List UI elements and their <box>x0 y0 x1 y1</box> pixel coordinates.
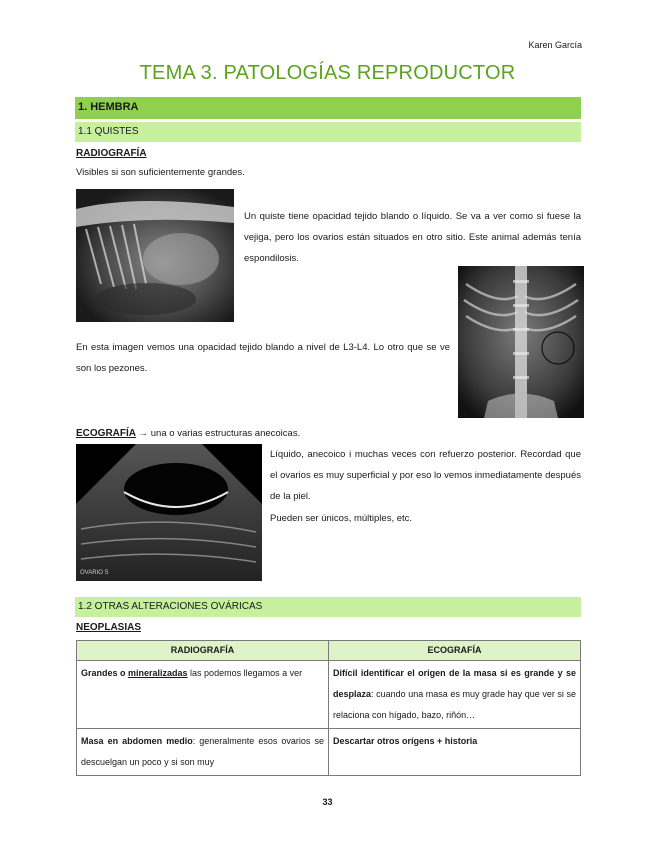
ecografia-line <box>76 423 300 444</box>
ecografia-paragraph: Líquido, anecoico i muchas veces con refuerzo posterior. Recordad que el ovarios es muy superficial y por eso lo vemos inmediatamente después de la piel. <box>270 449 581 502</box>
section-heading: 1. HEMBRA <box>78 101 139 113</box>
subsection-heading-band-2 <box>75 597 581 617</box>
table-cell: Masa en abdomen medio: generalmente esos ovarios se descuelgan un poco y si son muy <box>77 729 329 776</box>
ultrasound-image <box>76 444 262 581</box>
table-cell: Descartar otros orígens + historia <box>329 729 581 776</box>
radiografia-paragraph-1: Un quiste tiene opacidad tejido blando o líquido. Se va a ver como si fuese la vejiga, pero los ovarios están situados en otro sitio. Este animal además tenía espondilosis. <box>244 211 581 264</box>
subsection-heading-band <box>75 122 581 142</box>
neoplasias-table <box>76 640 581 776</box>
ecografia-paragraph-2: Pueden ser únicos, múltiples, etc. <box>270 513 413 524</box>
subsection-heading: 1.1 QUISTES <box>78 126 139 137</box>
radiografia-paragraph-2: En esta imagen vemos una opacidad tejido blando a nivel de L3-L4. Lo otro que se ve son los pezones. <box>76 342 450 374</box>
table-header-radiografia: RADIOGRAFÍA <box>77 641 329 661</box>
table-cell: Difícil identificar el origen de la masa si es grande y se desplaza: cuando una masa es muy grade hay que ver si se relaciona con hígado, bazo, riñón… <box>329 661 581 729</box>
lateral-radiograph-image <box>76 189 234 322</box>
author-name: Karen García <box>528 40 582 50</box>
page-number: 33 <box>322 797 333 807</box>
radiografia-intro: Visibles si son suficientemente grandes. <box>76 167 245 178</box>
ecografia-heading: ECOGRAFÍA <box>76 428 136 439</box>
neoplasias-heading: NEOPLASIAS <box>76 622 142 633</box>
section-heading-band <box>75 97 581 119</box>
ecografia-heading-suffix: → una o varias estructuras anecoicas. <box>136 428 301 439</box>
ultrasound-label: OVARIO S <box>80 570 109 576</box>
table-header-ecografia: ECOGRAFÍA <box>329 641 581 661</box>
subsection-heading-2: 1.2 OTRAS ALTERACIONES OVÁRICAS <box>78 601 263 612</box>
table-row <box>77 729 581 776</box>
table-cell: Grandes o mineralizadas las podemos llegamos a ver <box>77 661 329 729</box>
page-title: TEMA 3. PATOLOGÍAS REPRODUCTOR <box>139 62 516 84</box>
table-row <box>77 661 581 729</box>
ventrodorsal-radiograph-image <box>458 266 584 418</box>
radiografia-heading: RADIOGRAFÍA <box>76 148 147 159</box>
